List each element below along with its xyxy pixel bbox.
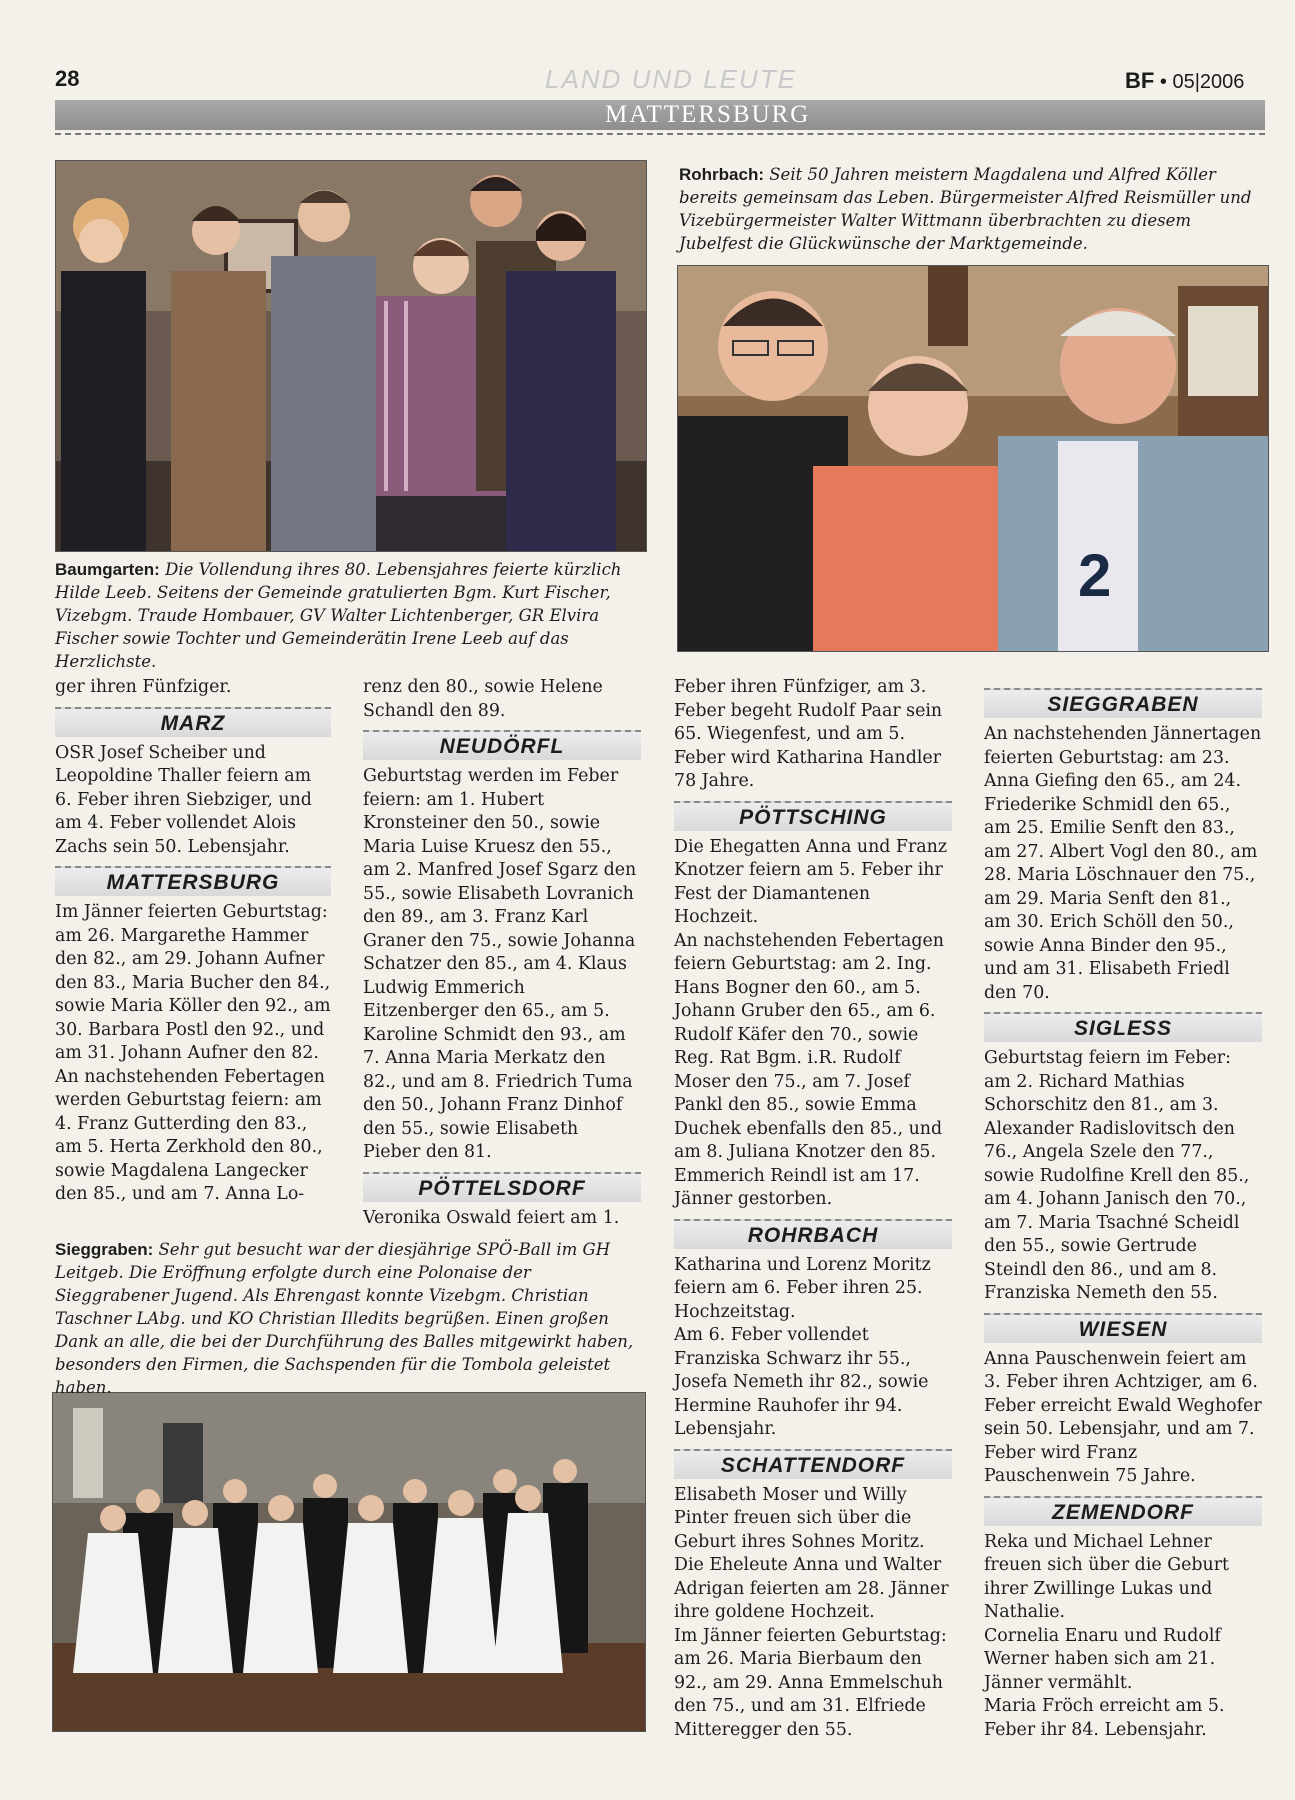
sieggraben-text: An nachstehenden Jännertagen feierten Geburtstag: am 23. Anna Giefing den 65., am 24. Friederike Schmidl den 65., am 25. Emilie Senft den 83., am 27. Albert Vogl den 80., am 28. Maria Löschnauer den 75., am 29. Maria Senft den 81., am 30. Erich Schöll den 50., sowie Anna Binder den 95., und am 31. Elisabeth Friedl den 70. — [984, 724, 1262, 1003]
photo-baumgarten — [55, 160, 647, 552]
section-rohrbach: ROHRBACH — [674, 1219, 952, 1249]
mattersburg-text: Im Jänner feierten Geburtstag: am 26. Margarethe Hammer den 82., am 29. Johann Aufner den 83., Maria Bucher den 84., sowie Maria Köller den 92., am 30. Barbara Postl den 92., und am 31. Johann Aufner den 82. An nachstehenden Febertagen werden Geburtstag feiern: am 4. Franz Gutterding den 83., am 5. Herta Zerkhold den 80., sowie Magdalena Langecker den 85., und am 7. Anna Lo- — [55, 902, 331, 1204]
column-3-intro: Feber ihren Fünfziger, am 3. Feber begeht Rudolf Paar sein 65. Wiegenfest, und am 5. Feber wird Katharina Handler 78 Jahre. — [674, 677, 943, 791]
section-marz: MARZ — [55, 707, 331, 737]
photo-rohrbach — [677, 265, 1269, 652]
column-2-intro: renz den 80., sowie Helene Schandl den 89. — [363, 677, 603, 721]
column-2 — [363, 676, 641, 1230]
caption-place: Rohrbach: — [679, 165, 764, 184]
poettsching-text-3: Emmerich Reindl ist am 17. Jänner gestorben. — [674, 1165, 920, 1209]
zemendorf-text-2: Cornelia Enaru und Rudolf Werner haben sich am 21. Jänner vermählt. — [984, 1625, 1221, 1693]
section-title: MATTERSBURG — [605, 101, 811, 128]
publication-name: BF — [1125, 68, 1155, 93]
column-1-intro: ger ihren Fünfziger. — [55, 677, 232, 697]
photo-sieggraben — [52, 1392, 646, 1732]
wiesen-text: Anna Pauschenwein feiert am 3. Feber ihren Achtziger, am 6. Feber erreicht Ewald Weghofer sein 50. Lebensjahr, und am 7. Feber wird Franz Pauschenwein 75 Jahre. — [984, 1348, 1262, 1486]
column-3 — [674, 676, 952, 1742]
caption-text: Seit 50 Jahren meistern Magdalena und Alfred Köller bereits gemeinsam das Leben. Bürgermeister Alfred Reismüller und Vizebürgermeister Walter Wittmann überbrachten zu diesem Jubelfest die Glückwünsche der Marktgemeinde. — [679, 165, 1252, 253]
neudoerfl-text: Geburtstag werden im Feber feiern: am 1. Hubert Kronsteiner den 50., sowie Maria Luise Kruesz den 55., am 2. Manfred Josef Sgarz den 55., sowie Elisabeth Lovranich den 89., am 3. Franz Karl Graner den 75., sowie Johanna Schatzer den 85., am 4. Klaus Ludwig Emmerich Eitzenberger den 65., am 5. Karoline Schmidt den 93., am 7. Anna Maria Merkatz den 82., und am 8. Friedrich Tuma den 50., Johann Franz Dinhof den 55., sowie Elisabeth Pieber den 81. — [363, 766, 637, 1162]
svg-text:2: 2 — [1078, 542, 1112, 609]
caption-place: Sieggraben: — [55, 1240, 154, 1259]
poettsching-text-2: An nachstehenden Febertagen feiern Geburtstag: am 2. Ing. Hans Bogner den 60., am 5. Johann Gruber den 65., am 6. Rudolf Käfer den 70., sowie Reg. Rat Bgm. i.R. Rudolf Moser den 75., am 7. Josef Pankl den 85., sowie Emma Duchek ebenfalls den 85., und am 8. Juliana Knotzer den 85. — [674, 930, 944, 1162]
header-rule — [55, 133, 1265, 135]
schattendorf-text-2: Die Eheleute Anna und Walter Adrigan feierten am 28. Jänner ihre goldene Hochzeit. — [674, 1555, 949, 1622]
zemendorf-text-1: Reka und Michael Lehner freuen sich über die Geburt ihrer Zwillinge Lukas und Nathalie. — [984, 1531, 1230, 1622]
section-zemendorf: ZEMENDORF — [984, 1496, 1262, 1526]
section-bar — [55, 100, 1265, 130]
section-sigless: SIGLESS — [984, 1012, 1262, 1042]
issue-info: BF • 05|2006 — [1125, 68, 1245, 93]
caption-rohrbach — [679, 163, 1265, 255]
schattendorf-text-3: Im Jänner feierten Geburtstag: am 26. Maria Bierbaum den 92., am 29. Anna Emmelschuh den 75., und am 31. Elfriede Mitteregger den 55. — [674, 1625, 947, 1740]
poettsching-text-1: Die Ehegatten Anna und Franz Knotzer feiern am 5. Feber ihr Fest der Diamantenen Hochzeit. — [674, 836, 948, 927]
caption-place: Baumgarten: — [55, 560, 160, 579]
rohrbach-text-1: Katharina und Lorenz Moritz feiern am 6. Feber ihren 25. Hochzeitstag. — [674, 1254, 931, 1322]
zemendorf-text-3: Maria Fröch erreicht am 5. Feber ihr 84. Lebensjahr. — [984, 1696, 1225, 1740]
page-number: 28 — [55, 66, 80, 91]
caption-text: Sehr gut besucht war der diesjährige SPÖ-Ball im GH Leitgeb. Die Eröffnung erfolgte durch eine Polonaise der Sieggrabener Jugend. Als Ehrengast konnte Vizebgm. Christian Taschner LAbg. und KO Christian Illedits begrüßen. Einen großen Dank an alle, die bei der Durchführung des Balles mitgewirkt haben, besonders den Firmen, die Sachspenden für die Tombola geleistet haben. — [55, 1240, 634, 1397]
caption-baumgarten — [55, 558, 645, 673]
marz-text: OSR Josef Scheiber und Leopoldine Thaller feiern am 6. Feber ihren Siebziger, und am 4. Feber vollendet Alois Zachs sein 50. Lebensjahr. — [55, 742, 312, 857]
section-schattendorf: SCHATTENDORF — [674, 1449, 952, 1479]
issue-number: 05|2006 — [1172, 71, 1245, 93]
section-poettelsdorf: PÖTTELSDORF — [363, 1172, 641, 1202]
section-poettsching: PÖTTSCHING — [674, 801, 952, 831]
section-wiesen: WIESEN — [984, 1313, 1262, 1343]
sigless-text: Geburtstag feiern im Feber: am 2. Richard Mathias Schorschitz den 81., am 3. Alexander Radislovitsch den 76., Angela Szele den 77., sowie Rudolfine Krell den 85., am 4. Johann Janisch den 70., am 7. Maria Tsachné Scheidl den 55., sowie Gertrude Steindl den 86., und am 8. Franziska Nemeth den 55. — [984, 1048, 1250, 1303]
schattendorf-text-1: Elisabeth Moser und Willy Pinter freuen sich über die Geburt ihres Sohnes Moritz. — [674, 1484, 925, 1552]
running-title: LAND UND LEUTE — [545, 64, 797, 94]
poettelsdorf-text: Veronika Oswald feiert am 1. — [363, 1207, 620, 1228]
column-4 — [984, 688, 1262, 1742]
section-neudoerfl: NEUDÖRFL — [363, 730, 641, 760]
section-mattersburg: MATTERSBURG — [55, 866, 331, 896]
column-1 — [55, 676, 331, 1207]
caption-sieggraben — [55, 1238, 645, 1399]
rohrbach-text-2: Am 6. Feber vollendet Franziska Schwarz ihr 55., Josefa Nemeth ihr 82., sowie Hermine Rauhofer ihr 94. Lebensjahr. — [674, 1325, 929, 1439]
caption-text: Die Vollendung ihres 80. Lebensjahres feierte kürzlich Hilde Leeb. Seitens der Gemeinde gratulierten Bgm. Kurt Fischer, Vizebgm. Traude Hombauer, GV Walter Lichtenberger, GR Elvira Fischer sowie Tochter und Gemeinderätin Irene Leeb auf das Herzlichste. — [55, 560, 622, 671]
section-sieggraben: SIEGGRABEN — [984, 688, 1262, 718]
